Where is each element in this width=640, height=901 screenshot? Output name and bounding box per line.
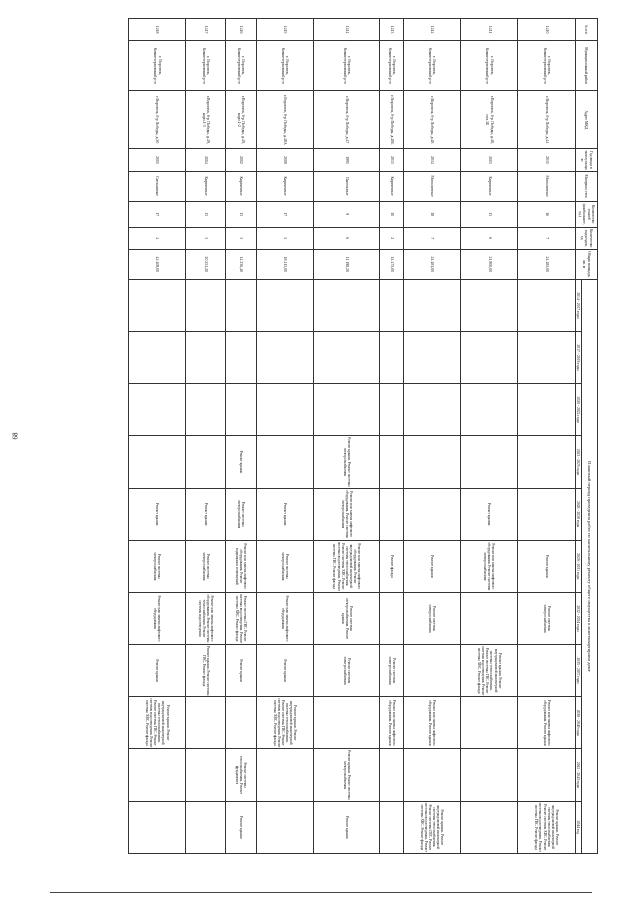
period-work-cell: [403, 332, 460, 384]
area-cell: 11 198,20: [314, 249, 380, 279]
area-cell: 42 408,00: [129, 249, 186, 279]
period-work-cell: Ремонт крыши: [256, 488, 313, 540]
period-work-cell: [461, 697, 518, 749]
floors-cell: 17: [256, 201, 313, 227]
header-period: 2044 год: [575, 801, 581, 853]
wall-material-cell: Кирпичные: [226, 171, 257, 201]
address-cell: г.Воронеж, б-р Победы, д.49, корп.1-2: [226, 91, 257, 149]
row-number: 1415: [256, 19, 313, 41]
header-period: 2035 - 2037 годы: [575, 645, 581, 697]
entrances-cell: 3: [186, 227, 226, 249]
entrances-cell: 5: [256, 227, 313, 249]
period-work-cell: [314, 697, 380, 749]
floors-cell: 13: [186, 201, 226, 227]
municipality-cell: г. Воронеж, Коминтерновский р-н: [314, 41, 380, 91]
header-year: Год ввода в эксплуатацию: [575, 149, 597, 171]
period-work-cell: [256, 332, 313, 384]
period-work-cell: [518, 384, 575, 436]
period-work-cell: [461, 436, 518, 488]
period-work-cell: [380, 488, 404, 540]
bottom-rule: [50, 892, 592, 893]
period-work-cell: Ремонт крыши: [226, 436, 257, 488]
period-work-cell: [226, 384, 257, 436]
table-row: [256, 19, 313, 854]
header-planned-period: Плановый период проведения работ по капитальному ремонту общего имущества в многоквартирном доме: [582, 279, 598, 853]
municipality-cell: г. Воронеж, Коминтерновский р-н: [256, 41, 313, 91]
period-work-cell: Ремонт системы ГВС. Ремонт системы водоотведения. Ремонт системы ХВС. Ремонт фасада: [226, 592, 257, 644]
period-work-cell: Ремонт крыши. Ремонт внутридомовой инженерной системы теплоснабжения. Ремонт системы ГВС. Ремонт системы водоотведения. Ремонт системы ХВС. Ремонт фасада: [461, 645, 518, 697]
period-work-cell: [129, 801, 186, 853]
period-work-cell: Ремонт крыши. Ремонт внутридомовой инженерной системы теплоснабжения. Ремонт системы ГВС. Ремонт системы водоотведения. Ремонт системы ХВС. Ремонт фасада: [256, 697, 313, 749]
period-work-cell: [226, 279, 257, 331]
period-work-cell: Ремонт фасада: [380, 540, 404, 592]
period-work-cell: Ремонт или замена лифтового оборудования. Ремонт внутридомовой инженерной системы теплоснабжения. Ремонт системы ХВС. Ремонт системы водоотведения. Ремонт системы ГВС. Ремонт фасада: [314, 540, 380, 592]
period-work-cell: [256, 279, 313, 331]
period-work-cell: Ремонт системы теплоснабжения. Ремонт фундамента: [226, 749, 257, 801]
year-cell: 2002: [226, 149, 257, 171]
period-work-cell: Ремонт или замена лифтового оборудования. Ремонт крыши: [380, 697, 404, 749]
page-number: 68: [11, 432, 20, 440]
table-row: [129, 19, 186, 854]
row-number: 1413: [380, 19, 404, 41]
floors-cell: 17: [129, 201, 186, 227]
wall-material-cell: Кирпичные: [461, 171, 518, 201]
header-period: 2041 - 2043 годы: [575, 749, 581, 801]
table-body: [129, 19, 576, 854]
period-work-cell: [461, 592, 518, 644]
header-period: 2020 - 2022 годы: [575, 384, 581, 436]
address-cell: г.Воронеж, б-р Победы, д.44: [518, 91, 575, 149]
period-work-cell: [403, 749, 460, 801]
year-cell: 2015: [518, 149, 575, 171]
period-work-cell: [380, 332, 404, 384]
entrances-cell: 6: [314, 227, 380, 249]
period-work-cell: [461, 279, 518, 331]
period-work-cell: [129, 749, 186, 801]
municipality-cell: г. Воронеж, Коминтерновский р-н: [461, 41, 518, 91]
period-work-cell: [256, 801, 313, 853]
area-cell: 24 481,00: [403, 249, 460, 279]
header-address: Адрес МКД: [575, 91, 597, 149]
address-cell: г.Воронеж, б-р Победы, д.50: [129, 91, 186, 149]
municipality-cell: г. Воронеж, Коминтерновский р-н: [380, 41, 404, 91]
period-work-cell: Ремонт крыши: [129, 645, 186, 697]
period-work-cell: [518, 488, 575, 540]
period-work-cell: [129, 332, 186, 384]
period-work-cell: Ремонт крыши: [403, 540, 460, 592]
period-work-cell: Ремонт системы электроснабжения: [186, 540, 226, 592]
year-cell: 2014: [403, 149, 460, 171]
header-row-no: № п/п: [575, 19, 597, 41]
period-work-cell: [226, 332, 257, 384]
period-work-cell: [314, 332, 380, 384]
address-cell: г.Воронеж, б-р Победы, д.48А: [256, 91, 313, 149]
period-work-cell: [403, 279, 460, 331]
address-cell: г.Воронеж, б-р Победы, д.47: [314, 91, 380, 149]
period-work-cell: Ремонт крыши. Ремонт внутридомовой инженерной системы теплоснабжения. Ремонт системы ХВС. Ремонт системы водоотведения. Ремонт системы ГВС. Ремонт фасада: [518, 801, 575, 853]
period-work-cell: Ремонт системы электроснабжения: [226, 488, 257, 540]
entrances-cell: 4: [129, 227, 186, 249]
period-work-cell: [186, 384, 226, 436]
area-cell: 14 475,00: [380, 249, 404, 279]
table-row: [186, 19, 226, 854]
period-work-cell: [186, 697, 226, 749]
entrances-cell: 7: [518, 227, 575, 249]
municipality-cell: г. Воронеж, Коминтерновский р-н: [129, 41, 186, 91]
header-area: Общая площадь, кв. м: [575, 249, 597, 279]
period-work-cell: Ремонт системы электроснабжения: [314, 645, 380, 697]
row-number: 1412: [403, 19, 460, 41]
period-work-cell: Ремонт крыши. Ремонт системы электроснабжения: [314, 749, 380, 801]
area-cell: 14 236,40: [226, 249, 257, 279]
floors-cell: 13: [461, 201, 518, 227]
wall-material-cell: Монолитные: [518, 171, 575, 201]
period-work-cell: [461, 801, 518, 853]
period-work-cell: [256, 749, 313, 801]
period-work-cell: [380, 436, 404, 488]
period-work-cell: [461, 332, 518, 384]
wall-material-cell: Кирпичные: [256, 171, 313, 201]
period-work-cell: Ремонт крыши: [226, 645, 257, 697]
municipality-cell: г. Воронеж, Коминтерновский р-н: [226, 41, 257, 91]
period-work-cell: [518, 645, 575, 697]
row-number: 1418: [129, 19, 186, 41]
period-work-cell: [226, 697, 257, 749]
period-work-cell: [380, 592, 404, 644]
period-work-cell: [403, 488, 460, 540]
table-row: [518, 19, 575, 854]
area-cell: 20 251,20: [186, 249, 226, 279]
header-period: 2032 - 2034 годы: [575, 592, 581, 644]
period-work-cell: Ремонт крыши: [518, 540, 575, 592]
period-work-cell: Ремонт системы электроснабжения: [256, 540, 313, 592]
row-number: 1416: [226, 19, 257, 41]
table-row: [403, 19, 460, 854]
year-cell: 2004: [186, 149, 226, 171]
table-row: [226, 19, 257, 854]
period-work-cell: [380, 801, 404, 853]
wall-material-cell: Смешанные: [129, 171, 186, 201]
period-work-cell: [518, 279, 575, 331]
period-work-cell: Ремонт крыши. Ремонт внутридомовой инженерной системы теплоснабжения. Ремонт системы ГВС. Ремонт системы водоотведения. Ремонт системы ХВС. Ремонт фасада: [403, 801, 460, 853]
floors-cell: 9: [314, 201, 380, 227]
period-work-cell: [518, 436, 575, 488]
row-number: 1411: [461, 19, 518, 41]
wall-material-cell: Панельные: [314, 171, 380, 201]
row-number: 1414: [314, 19, 380, 41]
period-work-cell: Ремонт системы электроснабжения. Ремонт крыши: [314, 592, 380, 644]
header-period: 2017 - 2019 годы: [575, 332, 581, 384]
period-work-cell: [256, 384, 313, 436]
wall-material-cell: Монолитные: [403, 171, 460, 201]
period-work-cell: Ремонт или замена лифтового оборудования. Ремонт крыши: [518, 697, 575, 749]
year-cell: 2005: [129, 149, 186, 171]
header-municipality: Муниципальный район: [575, 41, 597, 91]
header-period: 2029 - 2031 годы: [575, 540, 581, 592]
period-work-cell: [461, 384, 518, 436]
header-floors: Количество этажей (наибольшее, ед.): [575, 201, 597, 227]
table-row: [461, 19, 518, 854]
period-work-cell: [403, 645, 460, 697]
year-cell: 2013: [380, 149, 404, 171]
period-work-cell: [314, 384, 380, 436]
floors-cell: 13: [226, 201, 257, 227]
year-cell: 1995: [314, 149, 380, 171]
period-work-cell: [186, 332, 226, 384]
entrances-cell: 3: [226, 227, 257, 249]
capital-repair-table-sheet: [128, 18, 598, 854]
period-work-cell: [186, 436, 226, 488]
address-cell: г.Воронеж, б-р Победы, д.48, поз.1Б: [461, 91, 518, 149]
period-work-cell: [129, 384, 186, 436]
area-cell: 18 415,00: [256, 249, 313, 279]
wall-material-cell: Кирпичные: [380, 171, 404, 201]
period-work-cell: Ремонт крыши: [461, 488, 518, 540]
header-wall-material: Материал стен: [575, 171, 597, 201]
period-work-cell: Ремонт системы электроснабжения: [380, 645, 404, 697]
floors-cell: 18: [403, 201, 460, 227]
table-row: [380, 19, 404, 854]
period-work-cell: Ремонт или замена лифтового оборудования. Ремонт системы электроснабжения: [461, 540, 518, 592]
address-cell: г.Воронеж, б-р Победы, д.49, корп.1-3: [186, 91, 226, 149]
municipality-cell: г. Воронеж, Коминтерновский р-н: [186, 41, 226, 91]
period-work-cell: [403, 384, 460, 436]
period-work-cell: Ремонт крыши: [256, 645, 313, 697]
period-work-cell: [461, 749, 518, 801]
header-period: 2023 - 2025 годы: [575, 436, 581, 488]
municipality-cell: г. Воронеж, Коминтерновский р-н: [403, 41, 460, 91]
capital-repair-table: [128, 18, 598, 854]
row-number: 1410: [518, 19, 575, 41]
period-work-cell: [129, 436, 186, 488]
row-number: 1417: [186, 19, 226, 41]
period-work-cell: [186, 279, 226, 331]
period-work-cell: [380, 279, 404, 331]
period-work-cell: [314, 279, 380, 331]
period-work-cell: [186, 801, 226, 853]
period-work-cell: Ремонт или замена лифтового оборудования. Ремонт подвальных помещений: [226, 540, 257, 592]
period-work-cell: [129, 279, 186, 331]
period-work-cell: [380, 384, 404, 436]
header-period: 2014 - 2017 годы: [575, 279, 581, 331]
period-work-cell: Ремонт крыши: [226, 801, 257, 853]
period-work-cell: Ремонт или замена лифтового оборудования. Ремонт крыши: [403, 697, 460, 749]
period-work-cell: [403, 436, 460, 488]
address-cell: г.Воронеж, б-р Победы, д.48Б: [380, 91, 404, 149]
period-work-cell: Ремонт системы электроснабжения: [403, 592, 460, 644]
header-entrances: Количество подъездов, ед.: [575, 227, 597, 249]
period-work-cell: Ремонт крыши. Ремонт системы ГВС. Ремонт фасада: [186, 645, 226, 697]
period-work-cell: Ремонт или замена лифтового оборудования. Ремонт системы теплоснабжения. Ремонт системы водоотведения: [186, 592, 226, 644]
table-row: [314, 19, 380, 854]
municipality-cell: г. Воронеж, Коминтерновский р-н: [518, 41, 575, 91]
period-work-cell: Ремонт крыши: [129, 488, 186, 540]
header-period: 2026 - 2028 годы: [575, 488, 581, 540]
entrances-cell: 6: [461, 227, 518, 249]
period-work-cell: Ремонт крыши. Ремонт внутридомовой инженерной системы теплоснабжения. Ремонт системы ГВС. Ремонт системы водоотведения. Ремонт системы ХВС. Ремонт фасада: [129, 697, 186, 749]
area-cell: 24 485,00: [518, 249, 575, 279]
period-work-cell: Ремонт крыши: [186, 488, 226, 540]
period-work-cell: [518, 332, 575, 384]
header-period: 2038 - 2040 годы: [575, 697, 581, 749]
wall-material-cell: Кирпичные: [186, 171, 226, 201]
period-work-cell: Ремонт крыши. Ремонт системы электроснабжения: [314, 436, 380, 488]
period-work-cell: Ремонт или замена лифтового оборудования: [256, 592, 313, 644]
period-work-cell: [518, 749, 575, 801]
period-work-cell: Ремонт или замена лифтового оборудования. Ремонт системы электроснабжения: [314, 488, 380, 540]
area-cell: 21 800,00: [461, 249, 518, 279]
period-work-cell: [380, 749, 404, 801]
floors-cell: 10: [380, 201, 404, 227]
period-work-cell: [256, 436, 313, 488]
year-cell: 2008: [256, 149, 313, 171]
period-work-cell: Ремонт системы электроснабжения: [518, 592, 575, 644]
period-work-cell: Ремонт системы электроснабжения: [129, 540, 186, 592]
entrances-cell: 7: [403, 227, 460, 249]
entrances-cell: 2: [380, 227, 404, 249]
period-work-cell: Ремонт или замена лифтового оборудования: [129, 592, 186, 644]
year-cell: 2003: [461, 149, 518, 171]
period-work-cell: Ремонт крыши: [314, 801, 380, 853]
address-cell: г.Воронеж, б-р Победы, д.48: [403, 91, 460, 149]
period-work-cell: [186, 749, 226, 801]
floors-cell: 16: [518, 201, 575, 227]
